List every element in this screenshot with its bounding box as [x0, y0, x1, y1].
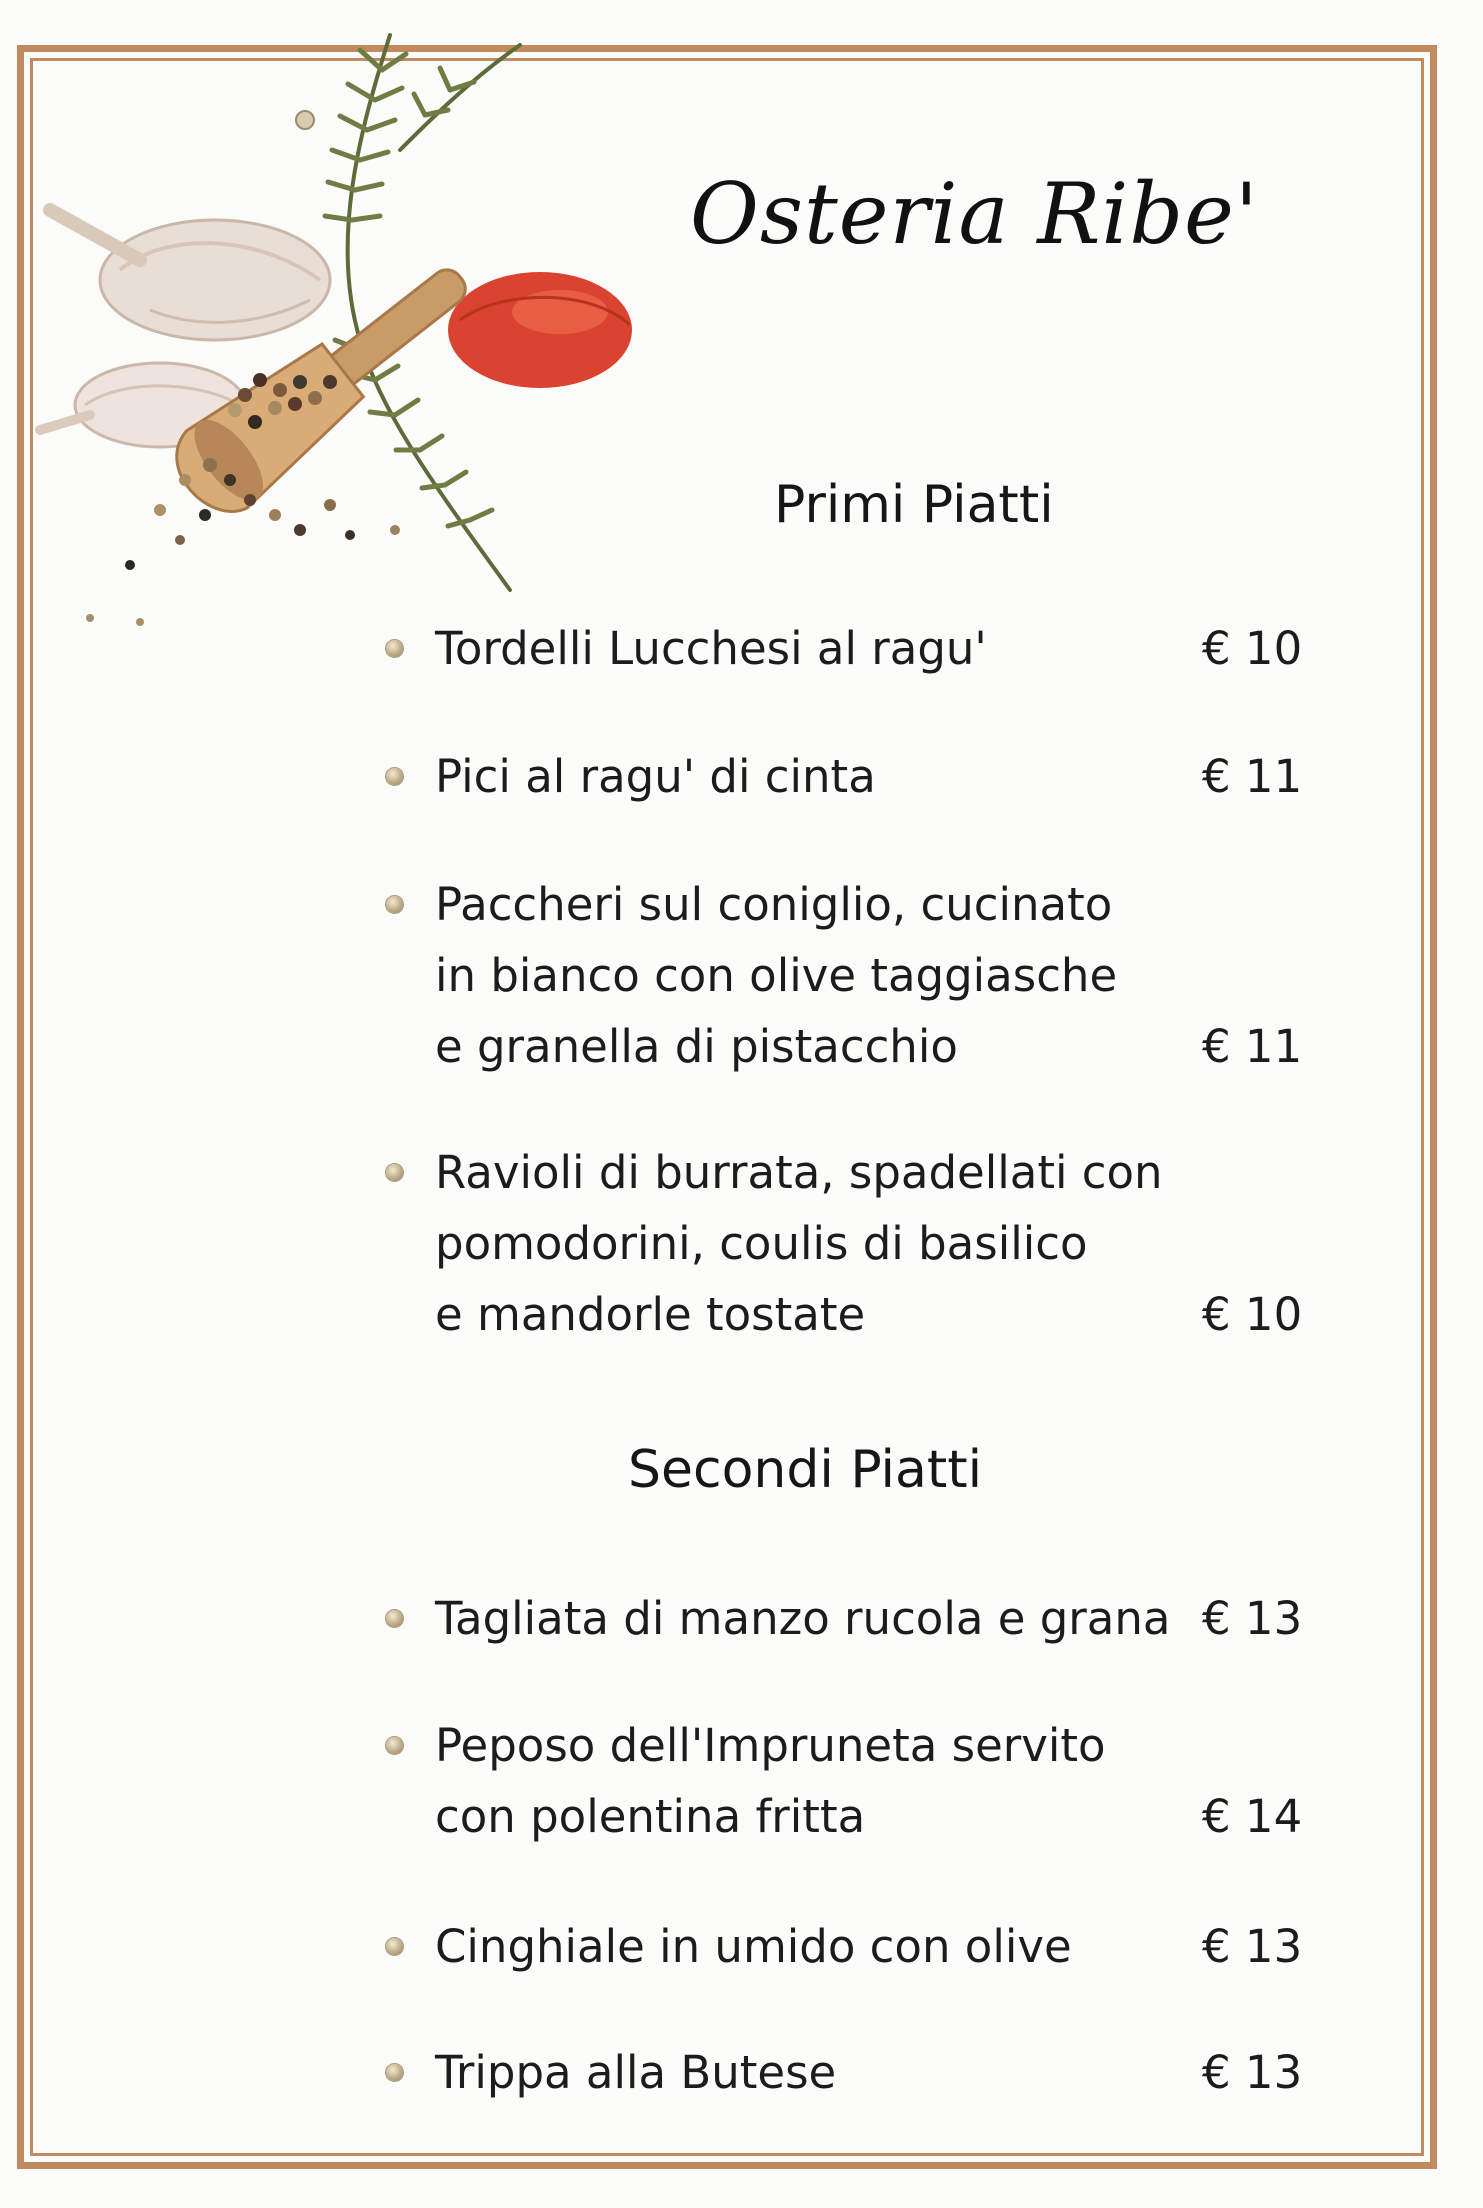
dish-description	[435, 741, 1155, 812]
dish-price: € 11	[1202, 1020, 1303, 1073]
bullet-icon	[386, 640, 403, 657]
dish-line: Cinghiale in umido con olive	[435, 1920, 1072, 1973]
dish-price: € 10	[1202, 1288, 1303, 1341]
dish-line: Ravioli di burrata, spadellati con	[435, 1146, 1163, 1199]
dish-line: Trippa alla Butese	[435, 2046, 837, 2099]
dish-description	[435, 2037, 1155, 2108]
dish-line: pomodorini, coulis di basilico	[435, 1217, 1088, 1270]
dish-price: € 10	[1202, 622, 1303, 675]
garlic-peppercorns-rosemary-tomato-icon	[30, 10, 650, 630]
dish-line: Peposo dell'Impruneta servito	[435, 1719, 1106, 1772]
dish-description	[435, 613, 1155, 684]
restaurant-name: Osteria Ribe'	[690, 165, 1259, 263]
dish-description	[435, 1137, 1163, 1350]
dish-price: € 11	[1202, 750, 1303, 803]
bullet-icon	[386, 2064, 403, 2081]
section-heading: Secondi Piatti	[628, 1440, 983, 1500]
bullet-icon	[386, 1610, 403, 1627]
dish-price: € 13	[1202, 1920, 1303, 1973]
dish-description	[435, 869, 1155, 1082]
section-heading: Primi Piatti	[774, 475, 1054, 535]
bullet-icon	[386, 1938, 403, 1955]
dish-price: € 13	[1202, 1592, 1303, 1645]
dish-price: € 13	[1202, 2046, 1303, 2099]
dish-description	[435, 1583, 1171, 1654]
dish-price: € 14	[1202, 1790, 1303, 1843]
dish-description	[435, 1911, 1155, 1982]
dish-line: in bianco con olive taggiasche	[435, 949, 1118, 1002]
dish-line: Pici al ragu' di cinta	[435, 750, 876, 803]
dish-line: Tagliata di manzo rucola e grana	[435, 1592, 1171, 1645]
bullet-icon	[386, 896, 403, 913]
dish-line: Paccheri sul coniglio, cucinato	[435, 878, 1113, 931]
dish-line: e mandorle tostate	[435, 1288, 866, 1341]
bullet-icon	[386, 1737, 403, 1754]
dish-line: Tordelli Lucchesi al ragu'	[435, 622, 987, 675]
dish-line: e granella di pistacchio	[435, 1020, 958, 1073]
bullet-icon	[386, 1164, 403, 1181]
bullet-icon	[386, 768, 403, 785]
dish-description	[435, 1710, 1155, 1852]
dish-line: con polentina fritta	[435, 1790, 866, 1843]
